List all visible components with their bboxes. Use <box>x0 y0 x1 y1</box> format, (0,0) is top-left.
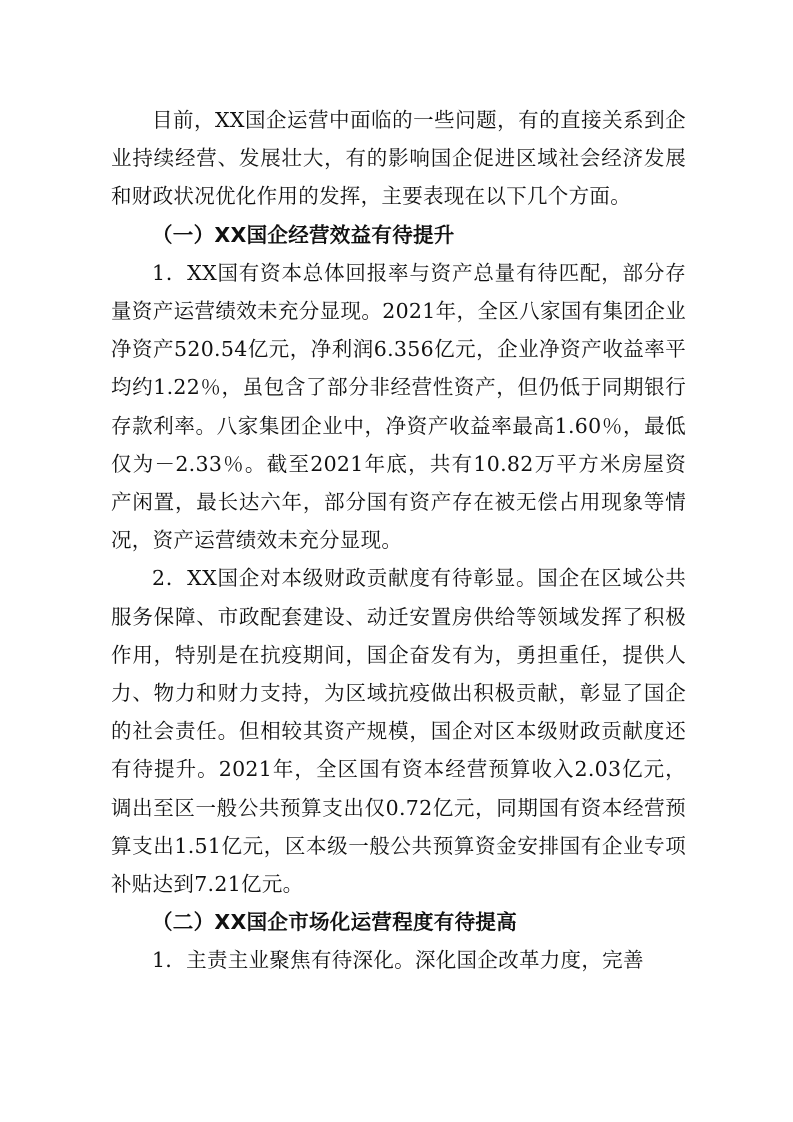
section-heading-1: （一）XX国企经营效益有待提升 <box>152 222 455 247</box>
document-page <box>111 101 686 980</box>
paragraph-core-business: 1．主责主业聚焦有待深化。深化国企改革力度，完善 <box>152 948 644 973</box>
paragraph-fiscal-contribution: 2．XX国企对本级财政贡献度有待彰显。国企在区域公共服务保障、市政配套建设、动迁安置房供给等领域发挥了积极作用，特别是在抗疫期间，国企奋发有为，勇担重任，提供人力、物力和财力支持，为区域抗疫做出积极贡献，彰显了国企的社会责任。但相较其资产规模，国企对区本级财政贡献度还有待提升。2021年，全区国有资本经营预算收入2.03亿元，调出至区一般公共预算支出仅0.72亿元，同期国有资本经营预算支出1.51亿元，区本级一般公共预算资金安排国有企业专项补贴达到7.21亿元。 <box>111 566 686 897</box>
paragraph-return-rate: 1．XX国有资本总体回报率与资产总量有待匹配，部分存量资产运营绩效未充分显现。2021年，全区八家国有集团企业净资产520.54亿元，净利润6.356亿元，企业净资产收益率平均约1.22％，虽包含了部分非经营性资产，但仍低于同期银行存款利率。八家集团企业中，净资产收益率最高1.60％，最低仅为－2.33％。截至2021年底，共有10.82万平方米房屋资产闲置，最长达六年，部分国有资产存在被无偿占用现象等情况，资产运营绩效未充分显现。 <box>111 260 686 553</box>
section-heading-2: （二）XX国企市场化运营程度有待提高 <box>152 910 518 935</box>
intro-paragraph: 目前，XX国企运营中面临的一些问题，有的直接关系到企业持续经营、发展壮大，有的影响国企促进区域社会经济发展和财政状况优化作用的发挥，主要表现在以下几个方面。 <box>111 108 686 209</box>
